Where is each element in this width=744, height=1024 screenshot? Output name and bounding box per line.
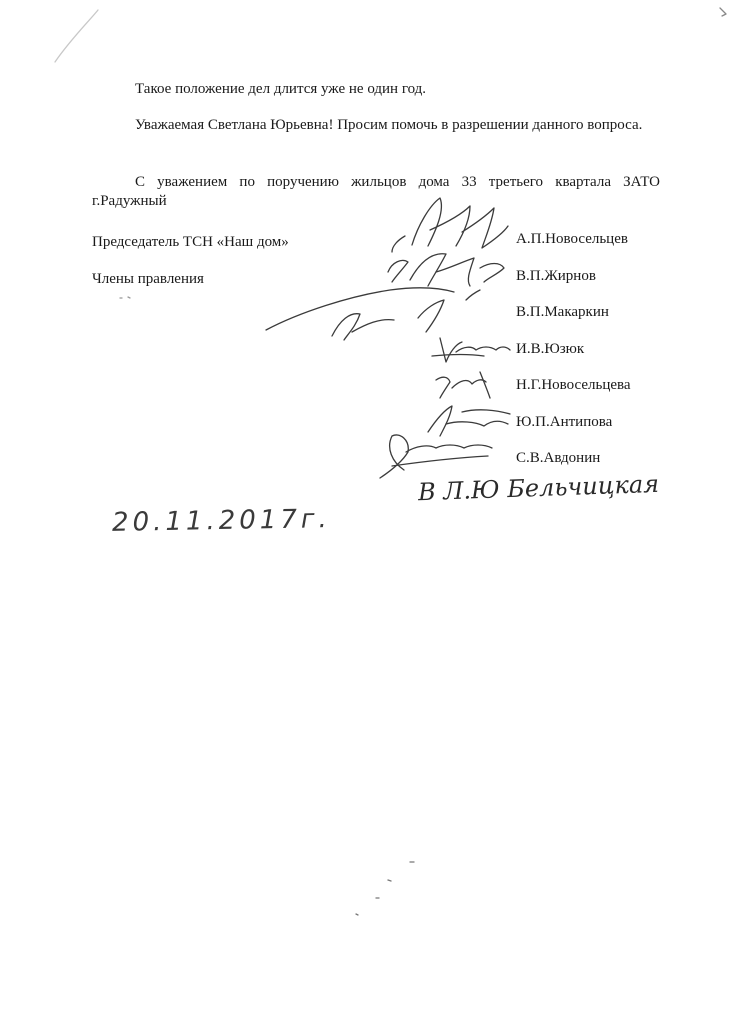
signatory-list bbox=[516, 230, 631, 486]
paragraph-2: Уважаемая Светлана Юрьевна! Просим помочь в разрешении данного вопроса. bbox=[135, 117, 643, 133]
scan-mark bbox=[55, 10, 98, 62]
signatory-name: В.П.Макаркин bbox=[516, 304, 609, 320]
scan-mark bbox=[720, 8, 726, 16]
scan-mark bbox=[120, 297, 130, 298]
signature-novoseltseva bbox=[436, 372, 490, 398]
paragraph-3: С уважением по поручению жильцов дома 33 третьего квартала ЗАТО г.Радужный bbox=[92, 174, 660, 209]
handwritten-signature-belchitskaya: В Л.Ю Бельчицкая bbox=[417, 469, 660, 507]
signature-yuzyuk bbox=[432, 338, 510, 362]
signatory-name: Н.Г.Новосельцева bbox=[516, 377, 631, 393]
signatory-name: Ю.П.Антипова bbox=[516, 413, 613, 430]
signatory-name: А.П.Новосельцев bbox=[516, 231, 628, 247]
handwritten-date: 20.11.2017г. bbox=[111, 504, 332, 538]
signature-makarkin bbox=[266, 288, 480, 340]
signature-zhirnov bbox=[388, 254, 504, 286]
paragraph-1: Такое положение дел длится уже не один год. bbox=[135, 81, 427, 97]
chair-label: Председатель ТСН «Наш дом» bbox=[92, 234, 289, 250]
signature-antipova bbox=[428, 406, 510, 436]
signature-avdonin bbox=[380, 435, 492, 478]
signatory-name: С.В.Авдонин bbox=[516, 450, 601, 466]
signatory-name: И.В.Юзюк bbox=[516, 340, 585, 357]
board-label: Члены правления bbox=[92, 271, 204, 287]
signatory-name: В.П.Жирнов bbox=[516, 267, 596, 284]
scan-mark bbox=[356, 862, 414, 915]
